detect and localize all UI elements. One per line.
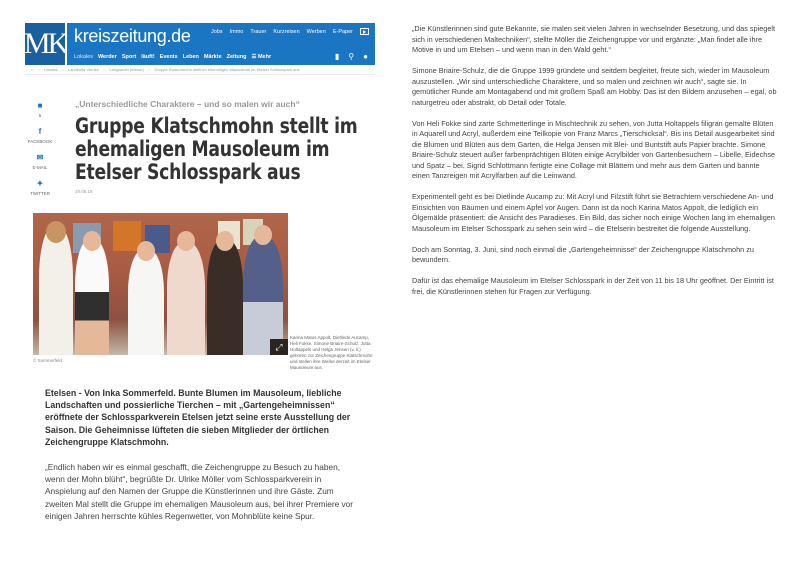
share-bar — [25, 101, 55, 205]
breadcrumb-current: Gruppe Klatschmohn stellt im ehemaligen Mausoleum im Etelser Schlosspark aus — [154, 67, 300, 72]
expand-icon: ⤢ — [275, 341, 283, 352]
person — [39, 227, 73, 355]
top-links — [211, 28, 369, 35]
article-paragraph: Simone Briaire-Schulz, die die Gruppe 1999 gründete und seitdem begleitet, freute sich, wieder im Mausoleum auszustellen. „Wir sind unterschiedliche Charaktere, und so malen und zeichnen wir auch“, sagte sie. In gemütlicher Runde am Montagabend und mit großem Spaß am Hobby. Das ist den Bildern anzusehen – egal, ob naturgetreu oder abstrakt, ob Detail oder Totale. — [412, 66, 777, 107]
email-label: E-MAIL — [32, 165, 48, 170]
nav-lokales[interactable]: Lokales — [74, 54, 93, 60]
breadcrumb-item[interactable]: Lokales — [43, 67, 58, 72]
top-link-jobs[interactable]: Jobs — [210, 28, 223, 35]
person — [128, 250, 164, 355]
nav-zeitung[interactable]: Zeitung — [226, 54, 247, 60]
person — [243, 237, 283, 355]
person-head — [216, 231, 234, 251]
top-link-epaper[interactable]: E-Paper — [332, 28, 353, 35]
article-paragraph: Von Heli Fokke sind zarte Schmetterlinge in Mischtechnik zu sehen, von Jutta Holtappels filigran gemalte Blüten in Aquarell und Acryl, außerdem eine Teilkopie von Franz Marcs „Tierschicksal“. Bis ins Detail ausgearbeitet sind die Blumen und Blüten aus dem Garten, die Helga Jensen mit Blei- und Buntstift aufs Papier brachte. Simone Briaire-Schulz steuert außer farbenprächtigen Blüten einige Acrylbilder von Gartenbesuchern – Libelle, Eidechse und Spatz – bei. Sigrid Schlottmann fertigte eine Collage mit Blättern und mehr aus dem Garten und bannte einen Tanzreigen mit Acrylfarben auf die Leinwand. — [412, 118, 776, 180]
article-paragraph: Experimentell geht es bei Dietlinde Aucamp zu: Mit Acryl und Filzstift führt sie Betrachtern verschiedene An- und Einsichten von Bäumen und einem Apfel vor Augen. Dann ist da noch Karina Matos Appolt, die lediglich ein Ölgemälde präsentiert: die Ansicht des Paradieses. Ein Bild, das sicher noch einige Wochen lang im ehemaligen Mausoleum im Etelser Schosspark zu sehen sein wird – die Etelserin bestreitet die folgende Ausstellung. — [412, 192, 775, 233]
expand-image-button[interactable] — [270, 339, 288, 355]
article-lead: Etelsen - Von Inka Sommerfeld. Bunte Blumen im Mausoleum, liebliche Landschaften und possierliche Tierchen – mit „Gartengeheimnissen“ eröffnete der Schlossparkverein Etelsen jetzt seine erste Ausstellung der Saison. Die Geheimnisse lüfteten die sieben Mitglieder der örtlichen Zeichengruppe Klatschmohn. — [45, 388, 351, 447]
user-icon[interactable]: ● — [363, 52, 368, 61]
email-icon: ✉ — [36, 153, 44, 162]
article-header — [75, 99, 370, 194]
nav-mehr[interactable]: ☰ Mehr — [251, 54, 272, 60]
nav-leben[interactable]: Leben — [182, 54, 199, 60]
breadcrumb-separator: > — [37, 67, 40, 72]
nav-laeuft[interactable]: läuft! — [141, 54, 155, 60]
article-page-right — [412, 24, 777, 308]
top-link-werben[interactable]: Werben — [306, 28, 326, 35]
person-head — [254, 225, 272, 245]
person — [75, 240, 109, 355]
breadcrumb-separator: > — [148, 67, 151, 72]
brand-name[interactable]: kreiszeitung.de — [74, 26, 191, 46]
twitter-share-button[interactable] — [25, 179, 55, 196]
nav-werder[interactable]: Werder — [97, 54, 117, 60]
photo-credit: © Sommerfeld — [33, 358, 62, 363]
email-share-button[interactable] — [25, 153, 55, 170]
twitter-icon: ✦ — [36, 179, 44, 188]
comment-icon: ■ — [37, 101, 43, 110]
article-date: 29.05.18 — [75, 189, 93, 194]
search-icon[interactable]: ⚲ — [348, 52, 355, 61]
top-link-trauer[interactable]: Trauer — [250, 28, 267, 35]
mk-logo[interactable]: MK — [25, 23, 67, 65]
photo-caption: Karina Matos Appolt, Dietlinde Aucamp, Heli Fokke, Simone Briaire-Schulz, Jutta Holtappels und Helga Jensen (v. li.) gehören zur Zeichengruppe Klatschmohn und stellen ihre Werke derzeit im Etelser Mausoleum aus. — [290, 335, 373, 370]
breadcrumb-separator: > — [61, 67, 64, 72]
article-paragraph: „Endlich haben wir es einmal geschafft, die Zeichengruppe zu Besuch zu haben, wenn der Mohn blüht“, begrüßte Dr. Ulrike Möller vom Schlossparkverein in Anspielung auf den Namen der Gruppe die Künstlerinnen und ihre Gäste. Zum zweiten Mal stellt die Gruppe im ehemaligen Mausoleum aus, bei ihrer Premiere vor einigen Jahren herrschte kühles Regenwetter, von Mohnblüte keine Spur. — [45, 462, 354, 521]
breadcrumb-item[interactable]: Langwedel (Weser) — [109, 67, 144, 72]
person — [167, 243, 205, 355]
bookmark-icon[interactable]: ▮ — [334, 52, 340, 61]
person-head — [46, 221, 66, 243]
person-head — [137, 241, 155, 261]
epaper-play-icon[interactable] — [360, 28, 369, 35]
article-paragraph: Dafür ist das ehemalige Mausoleum im Etelser Schlosspark in der Zeit von 11 bis 18 Uhr geöffnet. Der Eintritt ist frei, die Künstlerinnen stehen für Fragen zur Verfügung. — [412, 276, 774, 296]
breadcrumb — [25, 65, 375, 75]
nav-events[interactable]: Events — [159, 54, 178, 60]
header-icons — [335, 52, 368, 61]
article-paragraph: „Die Künstlerinnen sind gute Bekannte, sie malen seit vielen Jahren in wechselnder Besetzung, und das spiegelt sich in verschiedenen Maltechniken“, stellte Möller die Zeichengruppe vor und ergänzte: „Man findet alle ihre Motive in und um Etelsen – und wenn man in den Wald geht.“ — [412, 24, 776, 54]
nav-sport[interactable]: Sport — [121, 54, 137, 60]
home-icon[interactable]: ⌂ — [31, 67, 34, 72]
facebook-label: FACEBOOK — [27, 139, 53, 144]
comment-count: 6 — [38, 113, 42, 118]
person — [207, 240, 243, 355]
person-head — [177, 231, 195, 251]
article-title: Gruppe Klatschmohn stellt im ehemaligen Mausoleum im Etelser Schlosspark aus — [75, 114, 358, 184]
breadcrumb-separator: > — [103, 67, 106, 72]
article-page-left — [23, 23, 375, 521]
article-paragraph: Doch am Sonntag, 3. Juni, sind noch einmal die „Gartengeheimnisse“ der Zeichengruppe Klatschmohn zu bewundern. — [412, 244, 754, 264]
breadcrumb-item[interactable]: Landkreis Verden — [67, 67, 100, 72]
top-link-immo[interactable]: Immo — [229, 28, 244, 35]
site-header — [25, 23, 375, 65]
person-head — [83, 231, 101, 251]
main-nav — [74, 54, 271, 60]
nav-maerkte[interactable]: Märkte — [203, 54, 222, 60]
twitter-label: TWITTER — [30, 191, 50, 196]
header-bar — [67, 23, 375, 65]
comments-button[interactable] — [25, 101, 55, 118]
article-kicker: „Unterschiedliche Charaktere – und so malen wir auch“ — [75, 99, 300, 109]
article-photo[interactable] — [33, 213, 288, 355]
facebook-icon: f — [38, 127, 42, 136]
top-link-kurzreisen[interactable]: Kurzreisen — [273, 28, 300, 35]
facebook-share-button[interactable] — [25, 127, 55, 144]
